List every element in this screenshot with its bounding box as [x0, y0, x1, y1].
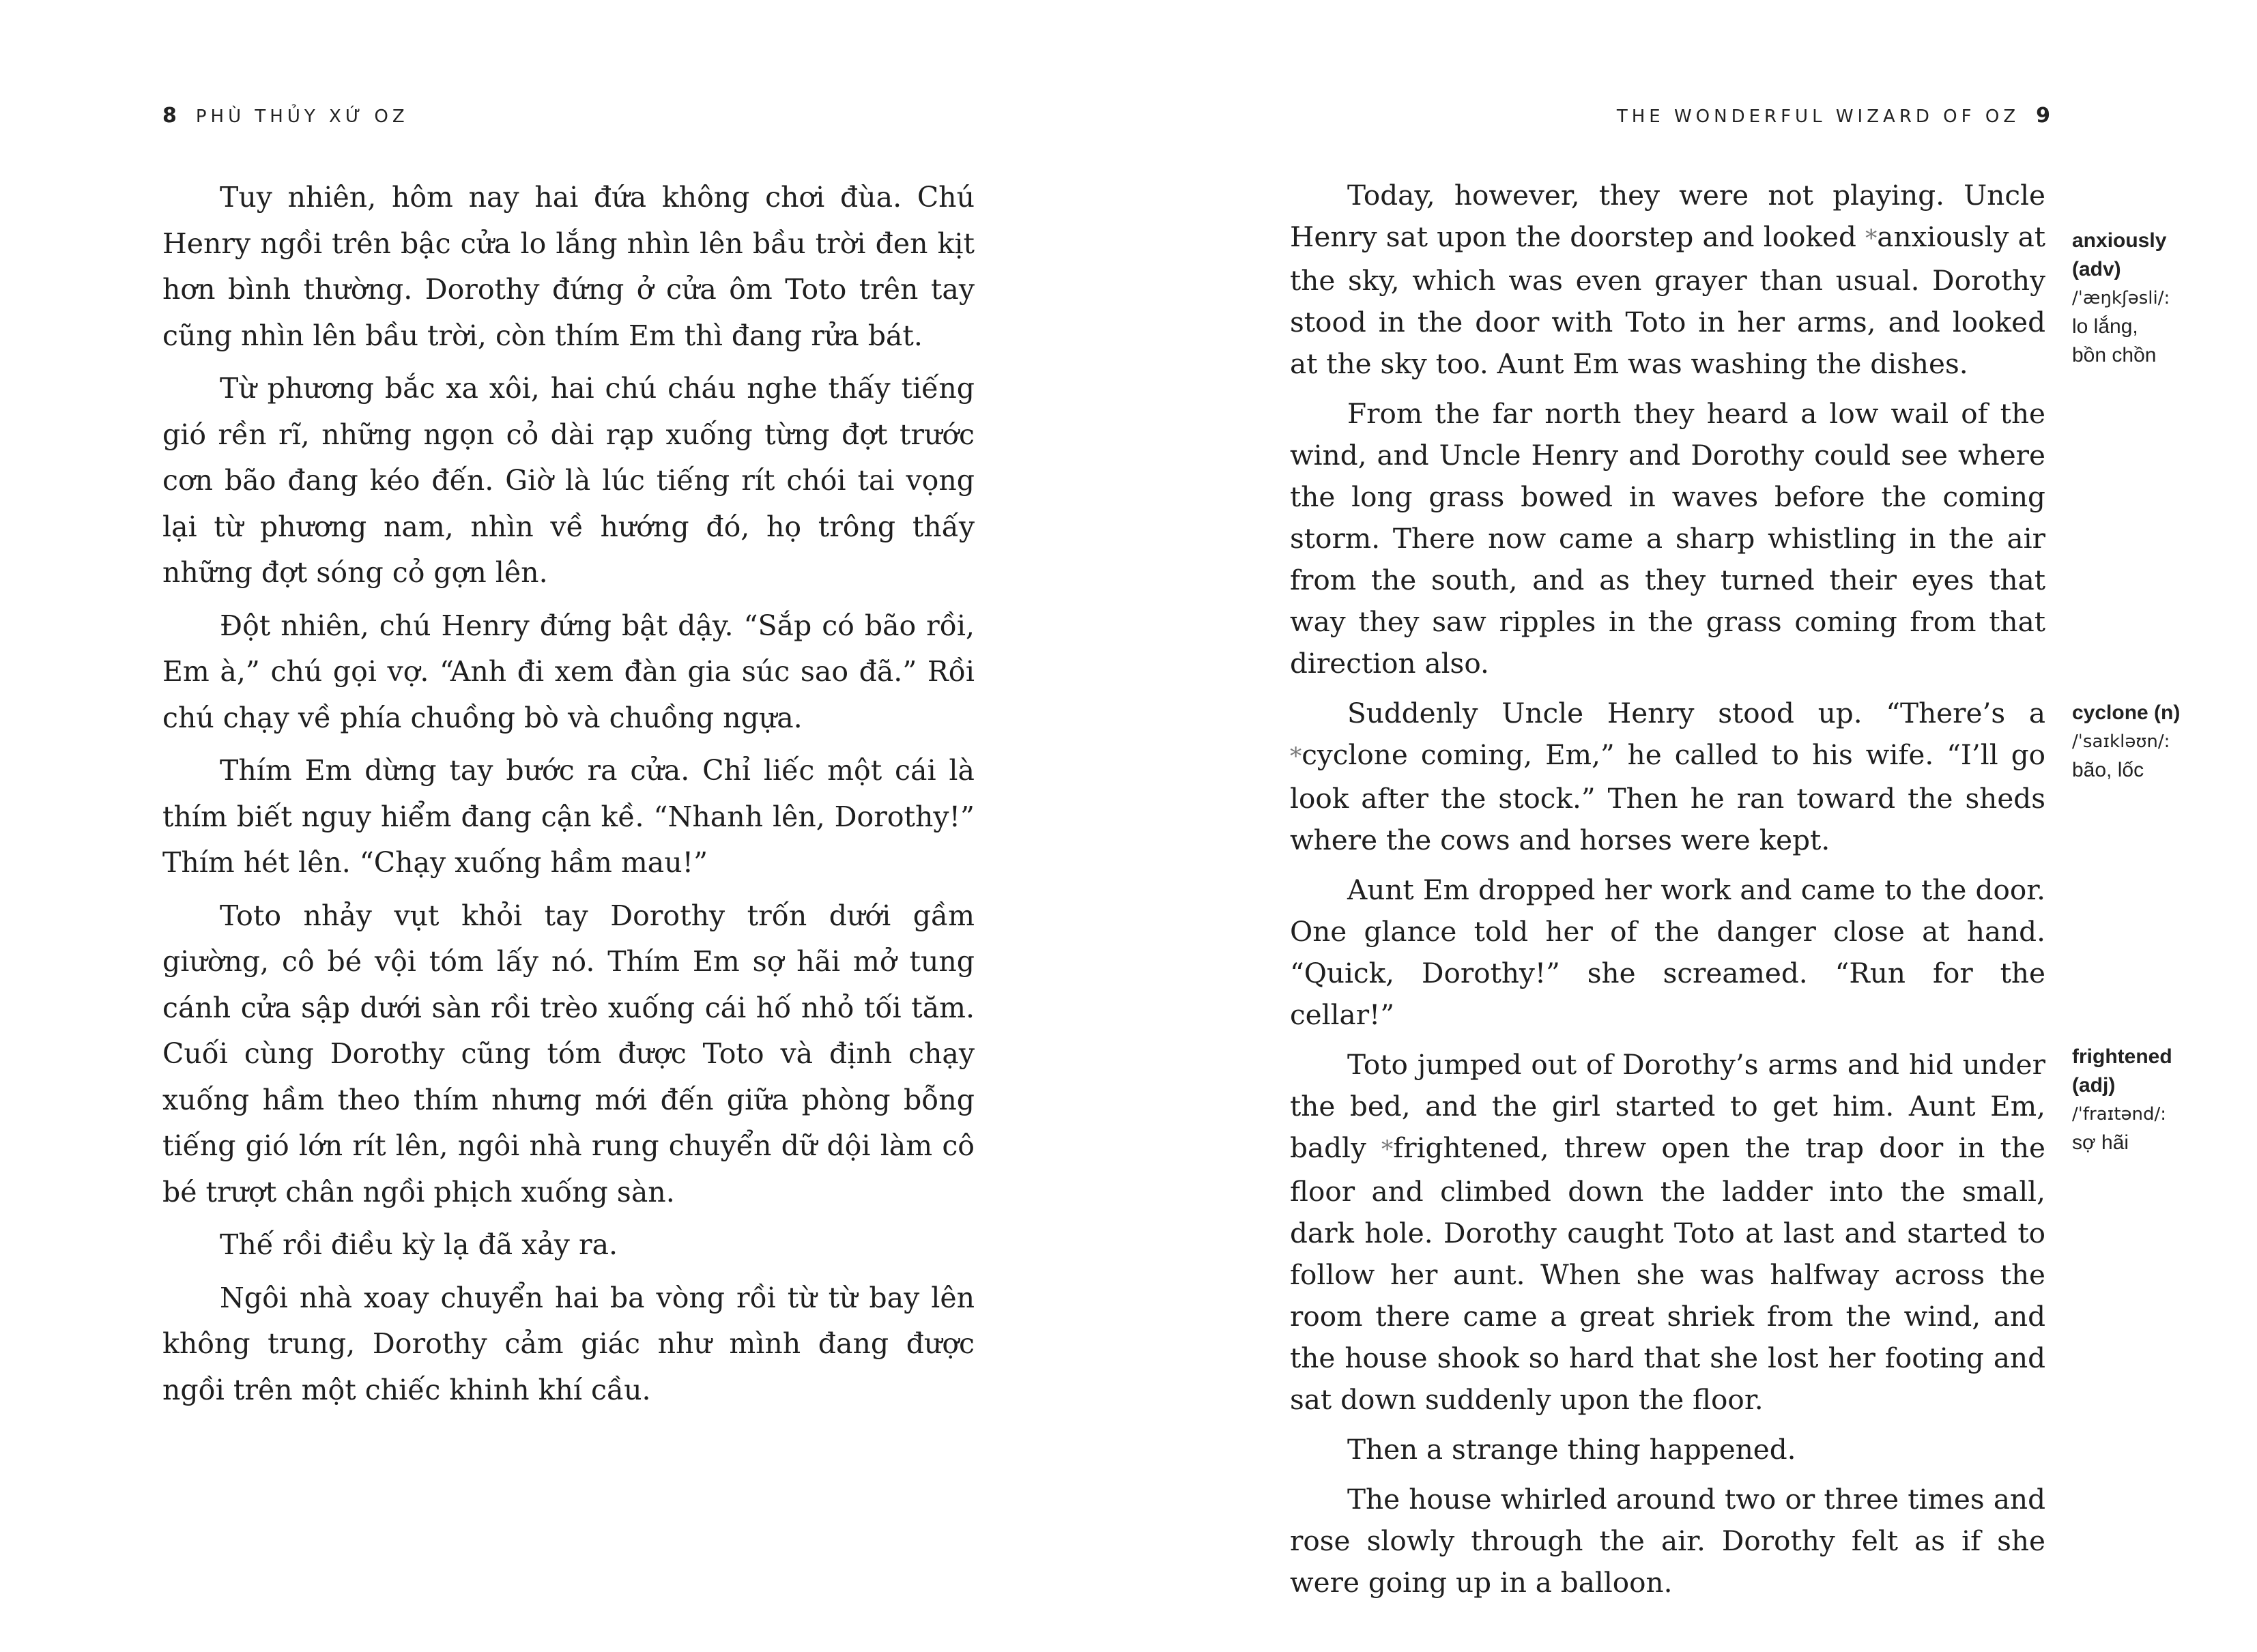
glossary-meaning: lo lắng,: [2072, 315, 2138, 338]
en-paragraph-1: [1290, 175, 2045, 385]
glossary-frightened: [2072, 1043, 2236, 1157]
right-running-head: [1617, 104, 2050, 129]
english-text: [1290, 175, 2045, 1612]
glossary-marker: *: [1290, 743, 1302, 770]
vi-paragraph-6: Thế rồi điều kỳ lạ đã xảy ra.: [220, 1228, 618, 1261]
en-paragraph-5-text-a: Toto jumped out of Dorothy’s arms and hid under the bed, and the girl started to get him. Aunt Em, badly: [1290, 1048, 2045, 1164]
glossary-ipa: /ˈsaɪkləʊn/:: [2072, 731, 2170, 752]
glossary-word: cyclone (n): [2072, 701, 2181, 724]
en-paragraph-6: Then a strange thing happened.: [1347, 1433, 1796, 1466]
vi-paragraph-3: Đột nhiên, chú Henry đứng bật dậy. “Sắp có bão rồi, Em à,” chú gọi vợ. “Anh đi xem đàn gia súc sao đã.” Rồi chú chạy về phía chuồng bò và chuồng ngựa.: [162, 609, 975, 734]
vi-paragraph-5: Toto nhảy vụt khỏi tay Dorothy trốn dưới gầm giường, cô bé vội tóm lấy nó. Thím Em sợ hãi mở tung cánh cửa sập dưới sàn rồi trèo xuống cái hố nhỏ tối tăm. Cuối cùng Dorothy cũng tóm được Toto và định chạy xuống hầm theo thím nhưng mới đến giữa phòng bỗng tiếng gió lớn rít lên, ngôi nhà rung chuyển dữ dội làm cô bé trượt chân ngồi phịch xuống sàn.: [162, 899, 975, 1208]
vi-paragraph-7: Ngôi nhà xoay chuyển hai ba vòng rồi từ từ bay lên không trung, Dorothy cảm giác như mình đang được ngồi trên một chiếc khinh khí cầu.: [162, 1281, 975, 1406]
left-running-title: PHÙ THỦY XỨ OZ: [195, 106, 409, 127]
en-paragraph-5-text-b: frightened, threw open the trap door in the floor and climbed down the ladder into the small, dark hole. Dorothy caught Toto at last and started to follow her aunt. When she was halfway across the room there came a great shriek from the wind, and the house shook so hard that she lost her footing and sat down suddenly upon the floor.: [1290, 1131, 2045, 1416]
glossary-ipa: /ˈfraɪtənd/:: [2072, 1104, 2167, 1125]
glossary-marker: *: [1381, 1136, 1394, 1163]
right-running-title: THE WONDERFUL WIZARD OF OZ: [1616, 106, 2020, 127]
right-page-number: 9: [2036, 104, 2050, 128]
glossary-meaning: sợ hãi: [2072, 1131, 2129, 1154]
glossary-cyclone: [2072, 699, 2236, 785]
en-paragraph-3-text-b: cyclone coming, Em,” he called to his wife. “I’ll go look after the stock.” Then he ran toward the sheds where the cows and horses were kept.: [1290, 738, 2045, 856]
en-paragraph-3-text-a: Suddenly Uncle Henry stood up. “There’s a: [1347, 697, 2045, 729]
glossary-pos: (adj): [2072, 1074, 2116, 1097]
vi-paragraph-1: Tuy nhiên, hôm nay hai đứa không chơi đùa. Chú Henry ngồi trên bậc cửa lo lắng nhìn lên bầu trời đen kịt hơn bình thường. Dorothy đứng ở cửa ôm Toto trên tay cũng nhìn lên bầu trời, còn thím Em thì đang rửa bát.: [162, 181, 975, 352]
vietnamese-text: [162, 175, 975, 1420]
glossary-word: frightened: [2072, 1045, 2172, 1068]
en-paragraph-5: [1290, 1044, 2045, 1421]
en-paragraph-1-text-a: Today, however, they were not playing. Uncle Henry sat upon the doorstep and looked: [1290, 179, 2045, 253]
glossary-meaning: bồn chồn: [2072, 344, 2157, 366]
left-page-number: 8: [162, 104, 177, 128]
en-paragraph-4: Aunt Em dropped her work and came to the door. One glance told her of the danger close at hand. “Quick, Dorothy!” she screamed. “Run for the cellar!”: [1290, 873, 2045, 1031]
en-paragraph-7: The house whirled around two or three times and rose slowly through the air. Dorothy felt as if she were going up in a balloon.: [1290, 1483, 2045, 1599]
glossary-marker: *: [1865, 225, 1878, 252]
glossary-pos: (adv): [2072, 258, 2121, 280]
en-paragraph-1-text-b: anxiously at the sky, which was even grayer than usual. Dorothy stood in the door with Toto in her arms, and looked at the sky too. Aunt Em was washing the dishes.: [1290, 220, 2045, 380]
vi-paragraph-2: Từ phương bắc xa xôi, hai chú cháu nghe thấy tiếng gió rền rĩ, những ngọn cỏ dài rạp xuống từng đợt trước cơn bão đang kéo đến. Giờ là lúc tiếng rít chói tai vọng lại từ phương nam, nhìn về hướng đó, họ trông thấy những đợt sóng cỏ gợn lên.: [162, 372, 975, 589]
glossary-ipa: /ˈæŋkʃəsli/:: [2072, 288, 2170, 308]
en-paragraph-3: [1290, 693, 2045, 861]
left-running-head: [162, 104, 409, 129]
vi-paragraph-4: Thím Em dừng tay bước ra cửa. Chỉ liếc một cái là thím biết nguy hiểm đang cận kề. “Nhanh lên, Dorothy!” Thím hét lên. “Chạy xuống hầm mau!”: [162, 754, 975, 879]
glossary-anxiously: [2072, 227, 2236, 370]
glossary-word: anxiously: [2072, 229, 2167, 252]
en-paragraph-2: From the far north they heard a low wail of the wind, and Uncle Henry and Dorothy could see where the long grass bowed in waves before the coming storm. There now came a sharp whistling in the air from the south, and as they turned their eyes that way they saw ripples in the grass coming from that direction also.: [1290, 397, 2045, 680]
glossary-meaning: bão, lốc: [2072, 759, 2144, 781]
